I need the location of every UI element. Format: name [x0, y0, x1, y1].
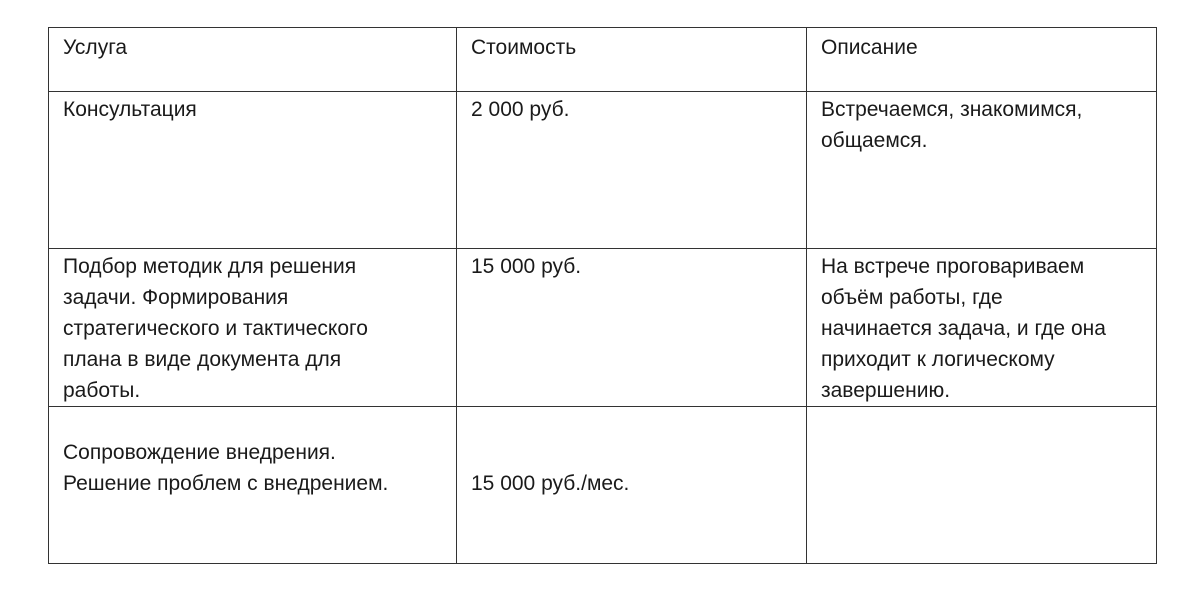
header-description-label: Описание [821, 36, 918, 59]
header-service-label: Услуга [63, 36, 128, 59]
description-cell [807, 407, 1157, 564]
table-row [49, 92, 1157, 249]
description-cell [807, 249, 1157, 407]
service-cell [49, 92, 457, 249]
table-header-row [49, 28, 1157, 92]
price-cell [457, 92, 807, 249]
service-price: 2 000 руб. [471, 98, 570, 121]
price-cell [457, 407, 807, 564]
service-description: Встречаемся, знакомимся, общаемся. [821, 98, 1083, 152]
services-table-container [48, 27, 1157, 564]
service-cell [49, 249, 457, 407]
service-price: 15 000 руб./мес. [471, 472, 630, 495]
services-price-table [48, 27, 1157, 564]
table-row [49, 249, 1157, 407]
service-cell [49, 407, 457, 564]
service-name: Подбор методик для решения задачи. Формирования стратегического и тактического плана в виде документа для работы. [63, 255, 368, 402]
table-row [49, 407, 1157, 564]
service-name: Консультация [63, 98, 197, 121]
description-cell [807, 92, 1157, 249]
service-description: На встрече проговариваем объём работы, где начинается задача, и где она приходит к логическому завершению. [821, 255, 1106, 402]
header-cell-service [49, 28, 457, 92]
price-cell [457, 249, 807, 407]
service-price: 15 000 руб. [471, 255, 582, 278]
header-cell-price [457, 28, 807, 92]
header-price-label: Стоимость [471, 36, 577, 59]
service-description [807, 407, 1156, 437]
header-cell-description [807, 28, 1157, 92]
service-name: Сопровождение внедрения. Решение проблем с внедрением. [63, 441, 389, 495]
